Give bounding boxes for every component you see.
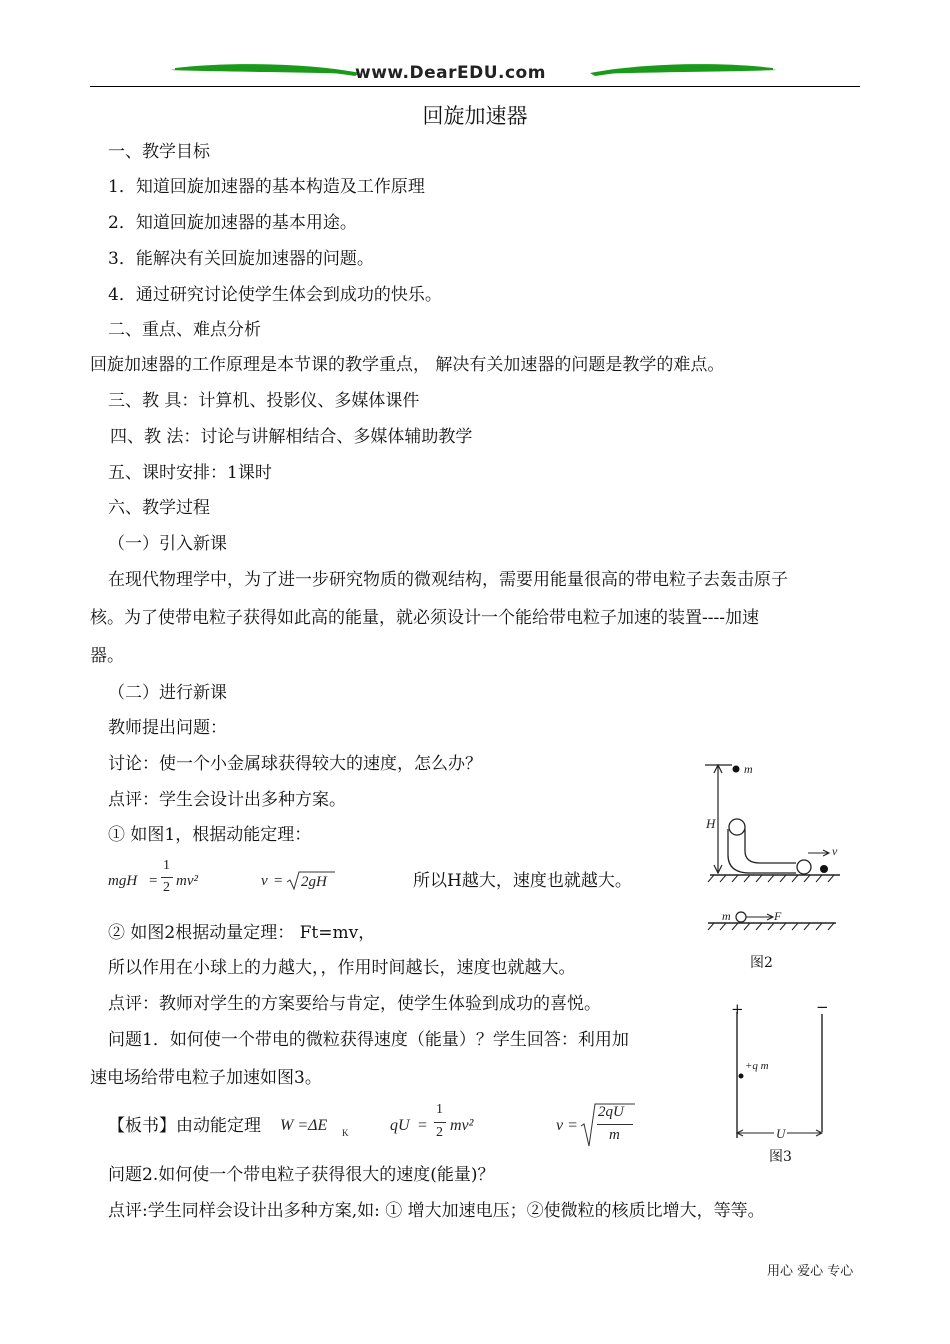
- intro-paragraph-line-1: 在现代物理学中，为了进一步研究物质的微观结构，需要用能量很高的带电粒子去轰击原子: [108, 570, 788, 590]
- fraction-numerator: 1: [163, 858, 170, 873]
- formula-lhs: qU: [390, 1117, 410, 1134]
- figure-2b-force-label: F: [774, 909, 782, 923]
- figure-2-mass-label: m: [744, 762, 753, 776]
- formula-conclusion: 所以H越大，速度也就越大。: [413, 871, 632, 891]
- figure-3-caption: 图3: [769, 1149, 792, 1165]
- discussion-line: 讨论：使一个小金属球获得较大的速度，怎么办？: [108, 754, 482, 774]
- sqrt-radicand: 2gH: [301, 874, 327, 890]
- figure-3-minus-plate: −: [816, 998, 829, 1016]
- comment-line-1: 点评：学生会设计出多种方案。: [108, 790, 346, 810]
- section-heading-keypoints: 二、重点、难点分析: [108, 320, 261, 340]
- formula-rhs: mv²: [450, 1117, 474, 1134]
- figure-3-voltage-label: U: [776, 1126, 786, 1141]
- goal-item-3: 3．能解决有关回旋加速器的问题。: [108, 249, 374, 269]
- teacher-question: 教师提出问题：: [108, 718, 227, 738]
- sqrt-fraction-bar: [597, 1124, 633, 1125]
- question-2-line: 问题2.如何使一个带电粒子获得很大的速度(能量)？: [108, 1165, 495, 1185]
- goal-item-2: 2．知道回旋加速器的基本用途。: [108, 213, 357, 233]
- section-tools: 三、教 具：计算机、投影仪、多媒体课件: [108, 391, 420, 411]
- case-2-conclusion: 所以作用在小球上的力越大，，作用时间越长，速度也就越大。: [108, 958, 576, 978]
- fraction-numerator: 1: [436, 1102, 443, 1117]
- figure-2-height-label: H: [706, 816, 716, 831]
- intro-paragraph-line-3: 器。: [90, 646, 124, 666]
- figure-3-charge-label: +q m: [745, 1060, 769, 1072]
- sqrt-denominator: m: [609, 1127, 620, 1143]
- section-heading-goals: 一、教学目标: [108, 142, 210, 162]
- question-1-line-2: 速电场给带电粒子加速如图3。: [90, 1068, 322, 1088]
- section-methods: 四、教 法：讨论与讲解相结合、多媒体辅助教学: [110, 427, 473, 447]
- figure-3-plus-plate: +: [731, 1000, 744, 1018]
- section-process: 六、教学过程: [108, 498, 210, 518]
- comment-line-2: 点评：教师对学生的方案要给与肯定，使学生体验到成功的喜悦。: [108, 994, 601, 1014]
- question-1-line-1: 问题1．如何使一个带电的微粒获得速度（能量）？学生回答：利用加: [108, 1030, 629, 1050]
- question-2-comment: 点评:学生同样会设计出多种方案,如: ① 增大加速电压；②使微粒的核质比增大，等等。: [108, 1201, 765, 1221]
- formula-equals: =: [149, 873, 158, 889]
- formula-equals: =: [274, 873, 283, 889]
- goal-item-1: 1．知道回旋加速器的基本构造及工作原理: [108, 177, 425, 197]
- goal-item-4: 4．通过研究讨论使学生体会到成功的快乐。: [108, 285, 442, 305]
- case-2-line: ② 如图2根据动量定理： Ft=mv，: [108, 923, 376, 943]
- figure-2-caption: 图2: [750, 955, 773, 971]
- sqrt-numerator: 2qU: [598, 1104, 624, 1120]
- section-schedule: 五、课时安排：1课时: [108, 463, 272, 483]
- board-note-label: 【板书】由动能定理: [108, 1116, 261, 1136]
- subsection-intro: （一）引入新课: [108, 534, 227, 554]
- intro-paragraph-line-2: 核。为了使带电粒子获得如此高的能量，就必须设计一个能给带电粒子加速的装置----加速: [90, 608, 759, 628]
- figure-3-drawing: [720, 1000, 840, 1145]
- figure-2b-mass-label: m: [722, 909, 731, 923]
- fraction-bar: [434, 1122, 446, 1123]
- page-title: 回旋加速器: [422, 104, 528, 128]
- case-1-line: ① 如图1，根据动能定理：: [108, 825, 312, 845]
- keypoints-paragraph: 回旋加速器的工作原理是本节课的教学重点， 解决有关加速器的问题是教学的难点。: [90, 355, 725, 375]
- board-formula-work: W =ΔE: [280, 1117, 328, 1134]
- formula-rhs: mv²: [176, 873, 198, 889]
- formula-lhs: mgH: [108, 873, 138, 889]
- fraction-denominator: 2: [163, 880, 170, 895]
- formula-equals: =: [418, 1117, 428, 1134]
- fraction-bar: [161, 877, 173, 878]
- subsection-new-lesson: （二）进行新课: [108, 683, 227, 703]
- header-rule: [90, 86, 860, 87]
- fraction-denominator: 2: [436, 1125, 443, 1140]
- site-logo-text: www.DearEDU.com: [355, 63, 546, 83]
- formula-v: v: [261, 873, 268, 889]
- formula-v: v =: [556, 1117, 578, 1134]
- figure-2-velocity-label: v: [832, 844, 838, 858]
- board-formula-subscript: K: [342, 1128, 349, 1138]
- page-footer: 用心 爱心 专心: [767, 1264, 854, 1279]
